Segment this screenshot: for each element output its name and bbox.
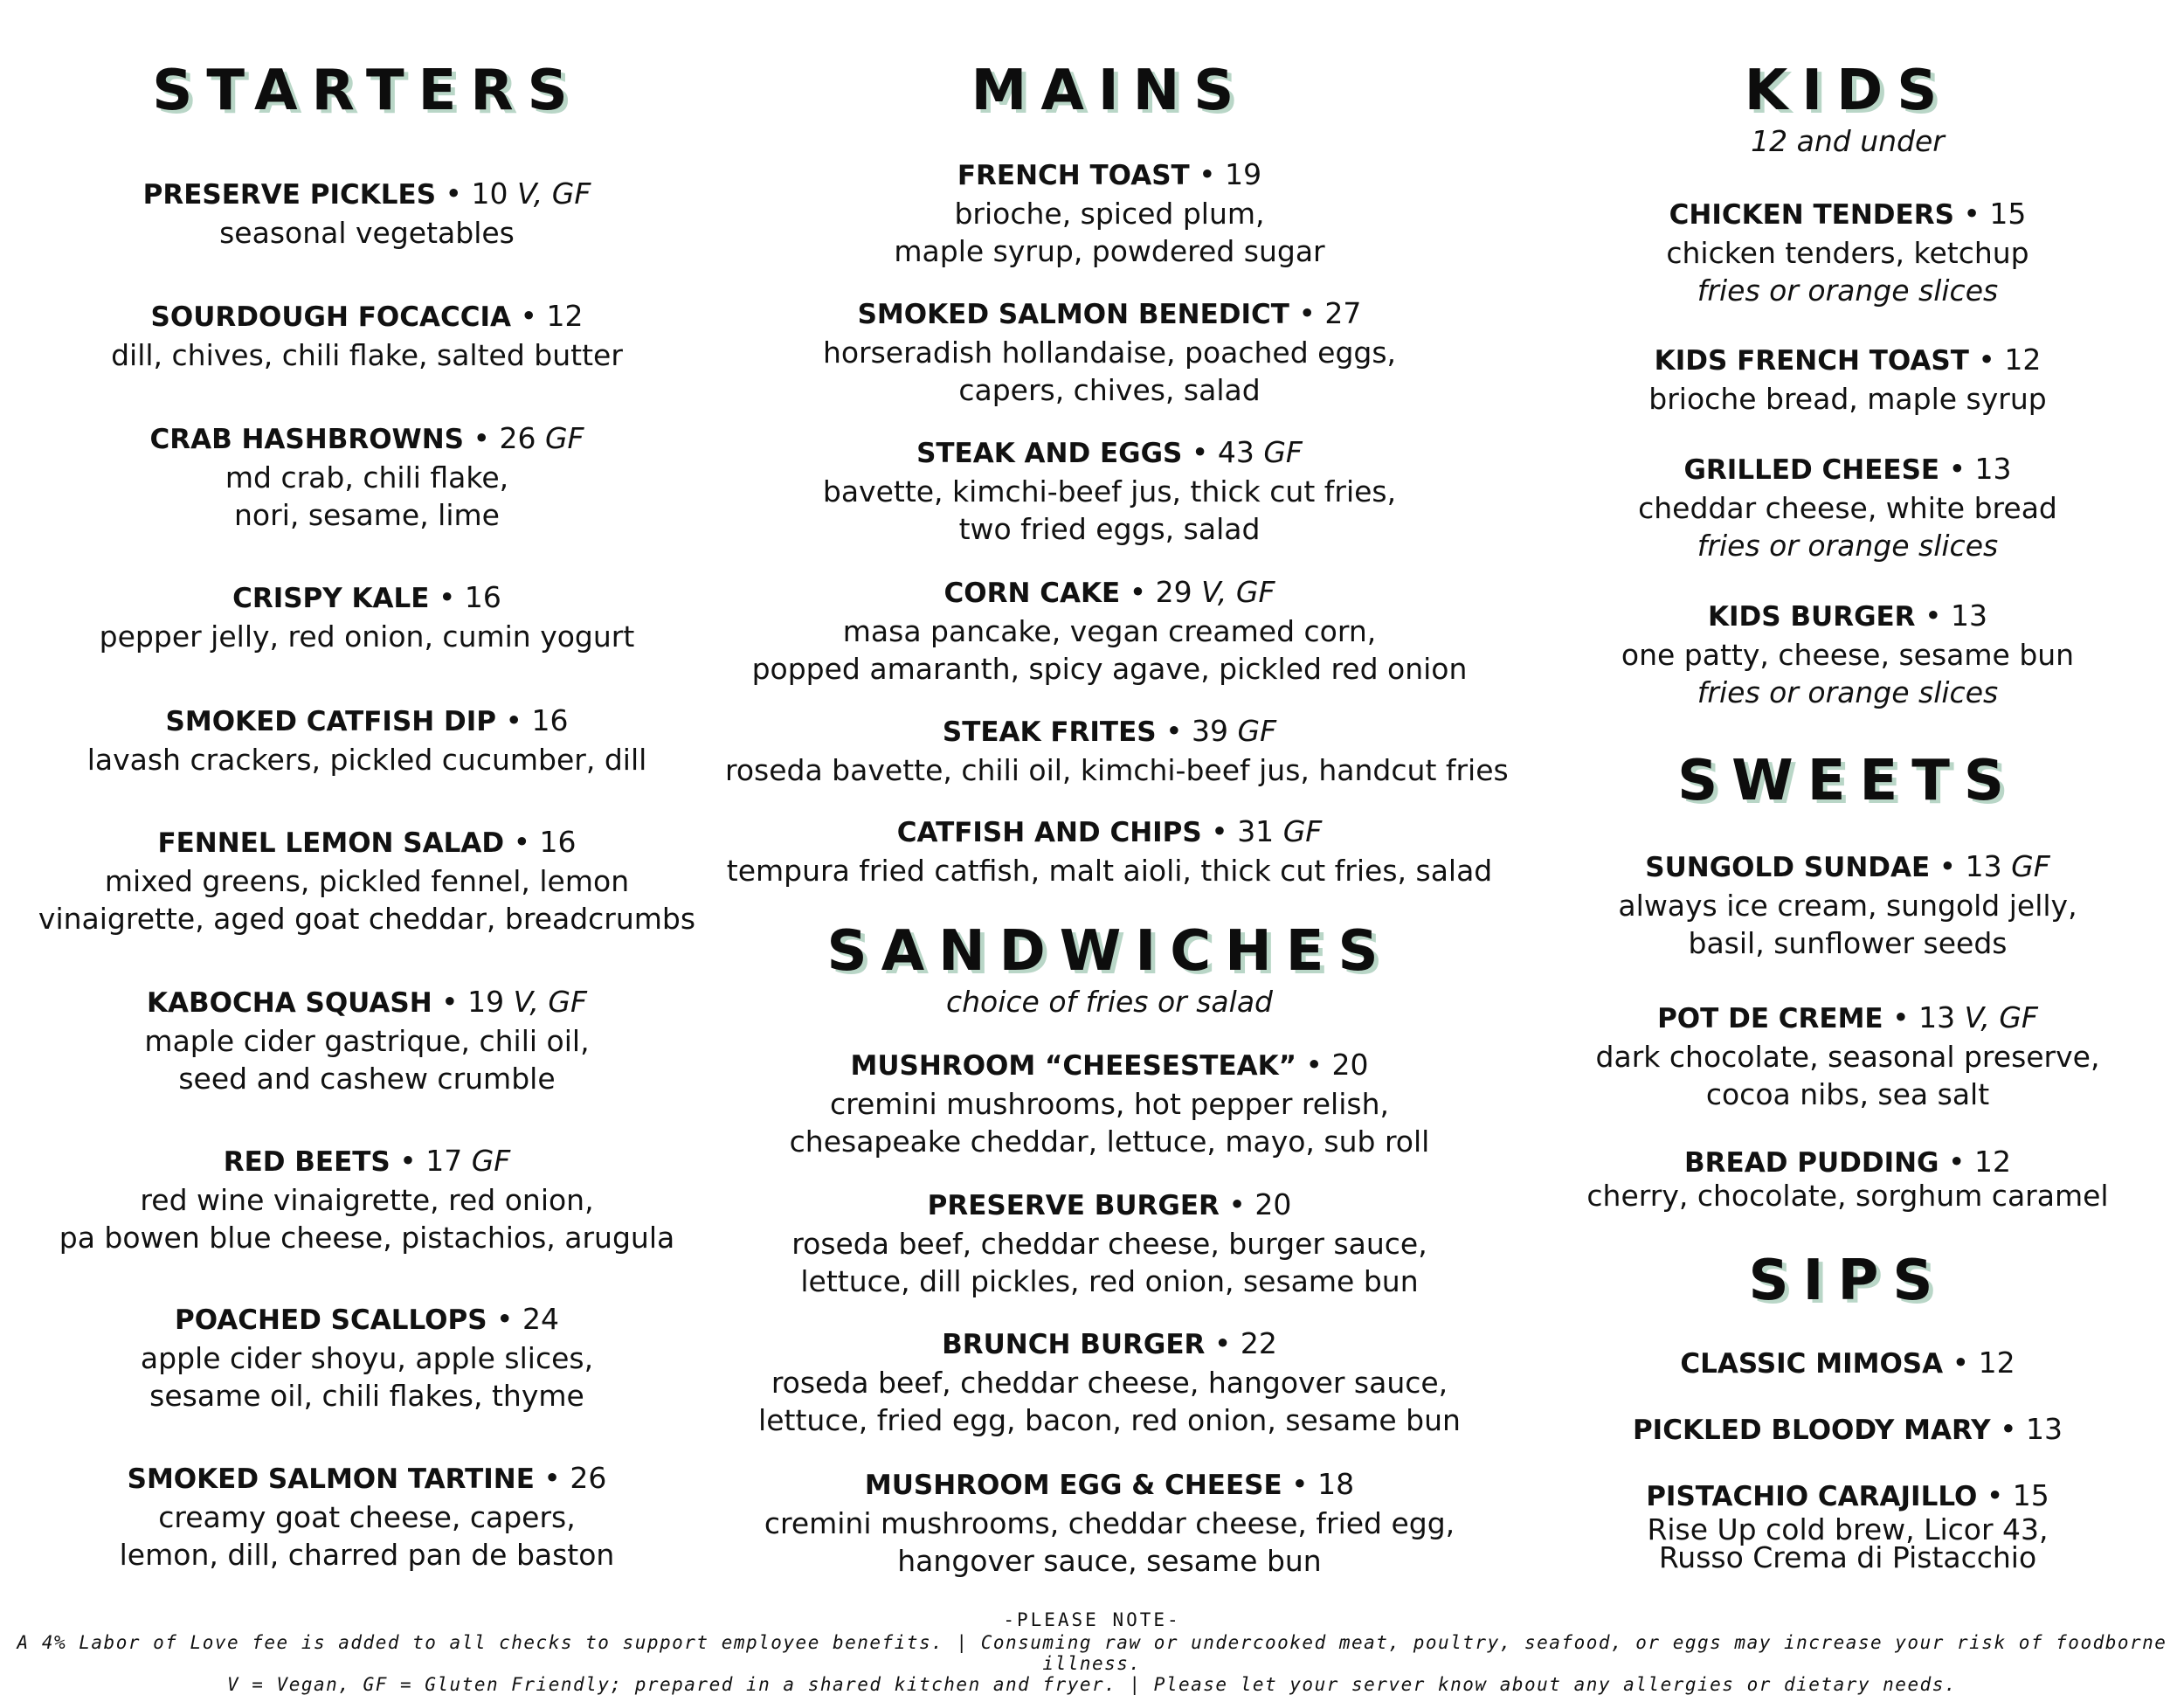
menu-item-description: one patty, cheese, sesame bun xyxy=(1621,638,2075,672)
menu-item-description: cheddar cheese, white bread xyxy=(1638,491,2057,525)
menu-item-header xyxy=(1568,848,2127,887)
menu-item-price: • 15 xyxy=(1963,197,2027,231)
menu-item-price: • 16 xyxy=(513,825,577,859)
menu-item-side-note: fries or orange slices xyxy=(1697,529,1999,563)
menu-item-header xyxy=(35,702,699,741)
menu-item xyxy=(725,156,1494,270)
menu-item-header xyxy=(35,983,699,1022)
menu-item-description: cremini mushrooms, cheddar cheese, fried egg, xyxy=(764,1506,1455,1540)
menu-item-header xyxy=(725,294,1494,334)
menu-item-header xyxy=(725,813,1494,852)
menu-item xyxy=(35,297,699,374)
menu-item-description: always ice cream, sungold jelly, xyxy=(1618,889,2077,923)
menu-item-description: dark chocolate, seasonal preserve, xyxy=(1595,1040,2100,1074)
menu-item-description: pa bowen blue cheese, pistachios, arugula xyxy=(59,1221,675,1255)
menu-item-price: • 13 xyxy=(1925,598,1988,633)
menu-item-name: STEAK FRITES xyxy=(942,716,1157,748)
menu-item-header xyxy=(1568,195,2127,234)
menu-item-dietary-tags: GF xyxy=(1282,814,1323,848)
menu-item-name: BREAD PUDDING xyxy=(1684,1147,1939,1179)
menu-item xyxy=(1568,450,2127,564)
menu-item-description: bavette, kimchi-beef jus, thick cut fries, xyxy=(822,474,1397,508)
menu-item-description: lemon, dill, charred pan de baston xyxy=(119,1538,615,1572)
menu-item-name: BRUNCH BURGER xyxy=(942,1329,1206,1360)
menu-item-price: • 16 xyxy=(438,580,501,614)
menu-item-name: POACHED SCALLOPS xyxy=(175,1304,487,1336)
menu-item-header xyxy=(35,1459,699,1498)
menu-item-description: apple cider shoyu, apple slices, xyxy=(140,1341,594,1375)
menu-item-header xyxy=(725,1465,1494,1505)
menu-item-description: two fried eggs, salad xyxy=(958,512,1261,546)
menu-item-header xyxy=(1568,1143,2127,1182)
menu-item xyxy=(35,823,699,937)
menu-item xyxy=(725,294,1494,409)
menu-item-price: • 16 xyxy=(505,703,569,737)
menu-item-description: roseda bavette, chili oil, kimchi-beef jus, handcut fries xyxy=(725,753,1509,787)
footer-notes xyxy=(0,1608,2184,1695)
menu-item-description: red wine vinaigrette, red onion, xyxy=(140,1183,594,1217)
menu-item-description: md crab, chili flake, xyxy=(225,460,509,495)
menu-item-description: roseda beef, cheddar cheese, burger sauce, xyxy=(791,1227,1427,1261)
menu-item-name: CHICKEN TENDERS xyxy=(1669,199,1954,231)
menu-item xyxy=(35,578,699,655)
menu-item-description: horseradish hollandaise, poached eggs, xyxy=(822,336,1397,370)
menu-item-header xyxy=(1568,1410,2127,1449)
menu-item-description: creamy goat cheese, capers, xyxy=(158,1500,576,1534)
menu-item xyxy=(1568,1410,2127,1449)
menu-item-price: • 26 xyxy=(543,1461,607,1495)
menu-item-header xyxy=(725,1325,1494,1364)
menu-item-header xyxy=(35,1300,699,1339)
menu-item-dietary-tags: GF xyxy=(1263,435,1303,469)
menu-item-description: lavash crackers, pickled cucumber, dill xyxy=(86,743,647,777)
menu-item-header xyxy=(35,578,699,618)
menu-item-name: PICKLED BLOODY MARY xyxy=(1632,1415,1991,1446)
menu-item-price: • 13 xyxy=(1948,452,2012,486)
menu-item xyxy=(725,573,1494,688)
menu-item-price: • 31 xyxy=(1211,814,1275,848)
menu-item xyxy=(1568,1477,2127,1572)
menu-item xyxy=(725,1325,1494,1439)
menu-item-price: • 17 xyxy=(399,1144,463,1178)
menu-item-price: • 43 xyxy=(1191,435,1254,469)
menu-item-description: cherry, chocolate, sorghum caramel xyxy=(1586,1179,2109,1213)
menu-item-description: lettuce, dill pickles, red onion, sesame bun xyxy=(800,1264,1419,1298)
menu-item-description: maple cider gastrique, chili oil, xyxy=(144,1024,590,1058)
menu-item-side-note: fries or orange slices xyxy=(1697,273,1999,308)
menu-item xyxy=(725,1046,1494,1160)
menu-item-price: • 26 xyxy=(473,421,536,455)
footer-title: -PLEASE NOTE- xyxy=(1003,1609,1181,1630)
menu-item-name: FENNEL LEMON SALAD xyxy=(157,827,505,859)
menu-item-description: brioche bread, maple syrup xyxy=(1648,382,2047,416)
sandwiches-title: SANDWICHES xyxy=(826,919,1393,984)
starters-title: STARTERS xyxy=(152,59,582,123)
menu-item-header xyxy=(1568,341,2127,380)
menu-item-description: brioche, spiced plum, xyxy=(954,197,1265,231)
menu-item-description: nori, sesame, lime xyxy=(234,498,500,532)
menu-item-name: MUSHROOM EGG & CHEESE xyxy=(864,1470,1282,1501)
menu-item-description: dill, chives, chili flake, salted butter xyxy=(111,338,623,372)
menu-item-name: PISTACHIO CARAJILLO xyxy=(1646,1481,1978,1512)
menu-item-name: SMOKED SALMON TARTINE xyxy=(127,1463,535,1495)
menu-item-description: maple syrup, powdered sugar xyxy=(894,234,1325,268)
menu-item-description: seed and cashew crumble xyxy=(178,1062,556,1096)
menu-item-header xyxy=(1568,597,2127,636)
sips-title: SIPS xyxy=(1748,1249,1947,1313)
menu-item-price: • 18 xyxy=(1291,1467,1355,1501)
menu-item xyxy=(725,1186,1494,1300)
menu-item-dietary-tags: GF xyxy=(471,1144,511,1178)
menu-item-description: masa pancake, vegan creamed corn, xyxy=(842,614,1377,648)
menu-item-price: • 15 xyxy=(1986,1478,2049,1512)
mains-title: MAINS xyxy=(971,59,1248,123)
menu-item-name: KIDS BURGER xyxy=(1707,601,1916,633)
menu-item-header xyxy=(35,419,699,459)
footer-line-dietary: V = Vegan, GF = Gluten Friendly; prepared in a shared kitchen and fryer. | Please let your server know about any allergies or dietary needs. xyxy=(226,1674,1958,1695)
menu-item-name: POT DE CREME xyxy=(1657,1003,1883,1034)
menu-item-price: • 22 xyxy=(1213,1326,1277,1360)
sweets-title: SWEETS xyxy=(1677,749,2018,813)
menu-item xyxy=(725,433,1494,548)
menu-item-price: • 39 xyxy=(1165,714,1229,748)
menu-item-description: popped amaranth, spicy agave, pickled red onion xyxy=(751,652,1468,686)
menu-item-name: CATFISH AND CHIPS xyxy=(896,817,1202,848)
menu-item-description: lettuce, fried egg, bacon, red onion, sesame bun xyxy=(758,1403,1461,1437)
menu-item-name: FRENCH TOAST xyxy=(957,160,1190,191)
menu-item-description: vinaigrette, aged goat cheddar, breadcrumbs xyxy=(38,902,696,936)
kids-subtitle: 12 and under xyxy=(1751,124,1945,158)
menu-item-description: sesame oil, chili flakes, thyme xyxy=(149,1379,584,1413)
menu-item xyxy=(35,702,699,778)
menu-item-name: SMOKED SALMON BENEDICT xyxy=(857,299,1289,330)
menu-item-dietary-tags: V, GF xyxy=(1201,575,1275,609)
menu-item-description: basil, sunflower seeds xyxy=(1688,926,2008,960)
menu-item-header xyxy=(725,1046,1494,1085)
menu-item-name: SUNGOLD SUNDAE xyxy=(1645,852,1931,883)
menu-item-name: MUSHROOM “CHEESESTEAK” xyxy=(850,1050,1297,1082)
menu-item-price: • 19 xyxy=(441,985,505,1019)
menu-item-header xyxy=(725,573,1494,612)
menu-item xyxy=(35,1459,699,1574)
menu-item-name: CRISPY KALE xyxy=(232,583,430,614)
menu-item xyxy=(725,1465,1494,1580)
menu-item-name: CLASSIC MIMOSA xyxy=(1680,1348,1944,1380)
menu-item xyxy=(1568,848,2127,962)
menu-item-price: • 12 xyxy=(1952,1346,2015,1380)
menu-item xyxy=(1568,1344,2127,1383)
menu-item-price: • 10 xyxy=(445,176,508,211)
menu-item xyxy=(35,419,699,534)
menu-item xyxy=(1568,195,2127,309)
menu-item-header xyxy=(1568,999,2127,1038)
menu-item-header xyxy=(35,823,699,862)
menu-item xyxy=(35,175,699,252)
menu-item-description: chicken tenders, ketchup xyxy=(1666,236,2029,270)
sandwiches-subtitle: choice of fries or salad xyxy=(946,985,1273,1019)
menu-item-name: KABOCHA SQUASH xyxy=(147,987,432,1019)
menu-item-dietary-tags: V, GF xyxy=(1964,1000,2038,1034)
menu-item-dietary-tags: V, GF xyxy=(513,985,587,1019)
menu-item-description: tempura fried catfish, malt aioli, thick cut fries, salad xyxy=(726,854,1493,888)
menu-item-description: mixed greens, pickled fennel, lemon xyxy=(104,864,630,898)
menu-item-description: roseda beef, cheddar cheese, hangover sauce, xyxy=(771,1366,1448,1400)
menu-item xyxy=(35,983,699,1097)
menu-item-description: Russo Crema di Pistacchio xyxy=(1658,1540,2037,1574)
footer-line-fees: A 4% Labor of Love fee is added to all checks to support employee benefits. | Consuming raw or undercooked meat, poultry, seafood, or eggs may increase your risk of foodborne illness. xyxy=(17,1632,2167,1674)
menu-item-description: pepper jelly, red onion, cumin yogurt xyxy=(99,619,635,654)
menu-item-header xyxy=(35,297,699,336)
menu-item-description: hangover sauce, sesame bun xyxy=(897,1544,1322,1578)
menu-item-name: PRESERVE PICKLES xyxy=(142,179,437,211)
menu-item-name: CRAB HASHBROWNS xyxy=(149,424,465,455)
menu-item xyxy=(725,813,1494,889)
menu-item-header xyxy=(725,156,1494,195)
menu-item-price: • 12 xyxy=(520,299,584,333)
menu-item-price: • 29 xyxy=(1129,575,1192,609)
menu-item-header xyxy=(725,712,1494,751)
menu-item-price: • 24 xyxy=(496,1302,559,1336)
menu-item-name: KIDS FRENCH TOAST xyxy=(1654,345,1969,377)
menu-item xyxy=(35,1300,699,1415)
menu-item-name: GRILLED CHEESE xyxy=(1683,454,1940,486)
menu-item-description: capers, chives, salad xyxy=(958,373,1261,407)
menu-item-price: • 20 xyxy=(1305,1048,1369,1082)
menu-item-dietary-tags: V, GF xyxy=(517,176,591,211)
menu-item-description: chesapeake cheddar, lettuce, mayo, sub roll xyxy=(789,1124,1430,1159)
menu-item-header xyxy=(1568,1344,2127,1383)
menu-item xyxy=(35,1142,699,1256)
menu-item-dietary-tags: GF xyxy=(544,421,584,455)
menu-item-price: • 12 xyxy=(1978,342,2042,377)
menu-item-description: seasonal vegetables xyxy=(219,216,515,250)
menu-item xyxy=(1568,597,2127,711)
menu-item-price: • 27 xyxy=(1298,296,1362,330)
menu-item-price: • 19 xyxy=(1199,157,1262,191)
menu-item xyxy=(1568,341,2127,418)
menu-item-name: PRESERVE BURGER xyxy=(927,1190,1220,1221)
menu-item-price: • 20 xyxy=(1228,1187,1292,1221)
menu-item-name: SMOKED CATFISH DIP xyxy=(165,706,497,737)
menu-item xyxy=(1568,1143,2127,1213)
menu-item-dietary-tags: GF xyxy=(2011,849,2050,883)
menu-item xyxy=(1568,999,2127,1113)
menu-item-price: • 12 xyxy=(1948,1145,2011,1179)
kids-title: KIDS xyxy=(1744,59,1952,123)
menu-item-header xyxy=(1568,450,2127,489)
menu-item-description: cremini mushrooms, hot pepper relish, xyxy=(829,1087,1389,1121)
menu-item-side-note: fries or orange slices xyxy=(1697,675,1999,709)
menu-item-name: SOURDOUGH FOCACCIA xyxy=(150,301,511,333)
menu-item-description: Rise Up cold brew, Licor 43, xyxy=(1647,1512,2049,1546)
menu-item-price: • 13 xyxy=(1939,849,2002,883)
menu-item-name: STEAK AND EGGS xyxy=(916,438,1183,469)
menu-item-header xyxy=(1568,1477,2127,1516)
menu-item-price: • 13 xyxy=(1892,1000,1956,1034)
menu-item-header xyxy=(35,1142,699,1181)
menu-item-header xyxy=(35,175,699,214)
menu-item-price: • 13 xyxy=(2000,1412,2063,1446)
menu-item xyxy=(725,712,1509,789)
menu-item-header xyxy=(725,1186,1494,1225)
menu-item-dietary-tags: GF xyxy=(1237,714,1277,748)
menu-item-description: cocoa nibs, sea salt xyxy=(1705,1077,1990,1111)
menu-item-name: CORN CAKE xyxy=(943,578,1121,609)
menu-item-name: RED BEETS xyxy=(223,1146,390,1178)
menu-item-header xyxy=(725,433,1494,473)
